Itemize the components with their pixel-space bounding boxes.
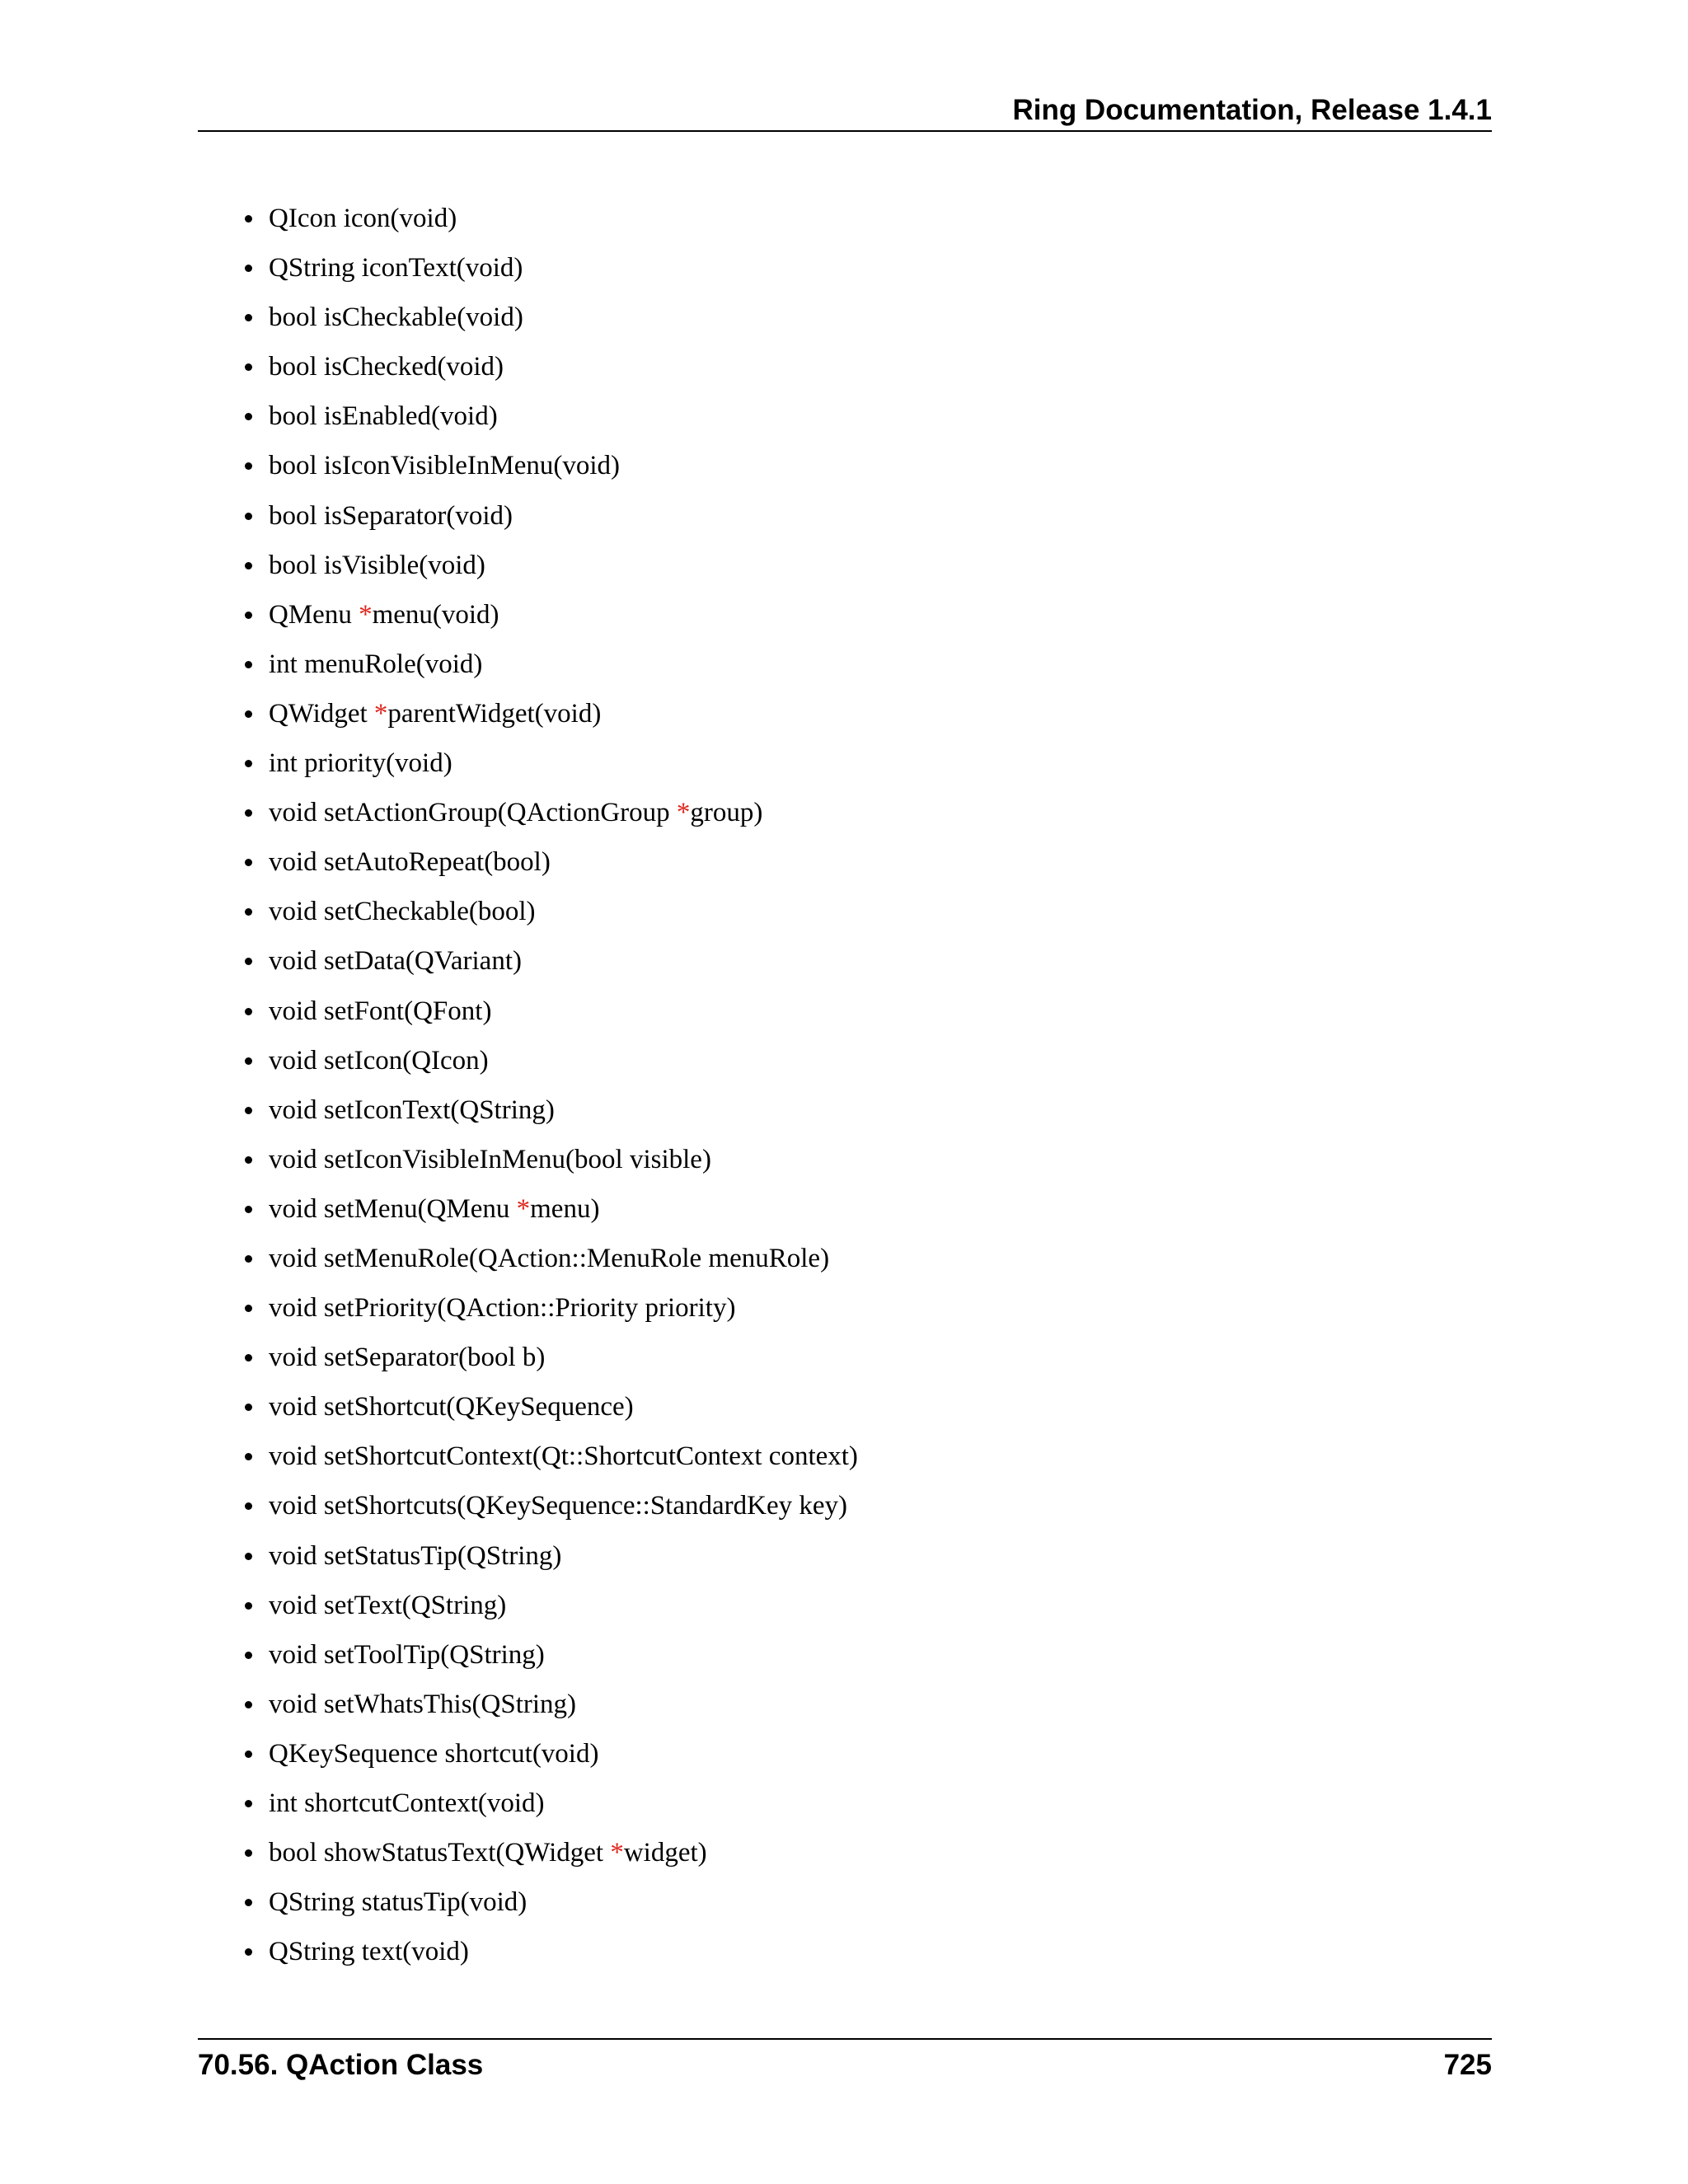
method-item: [244, 1432, 858, 1481]
method-item: [244, 1828, 858, 1877]
method-item: [244, 243, 858, 293]
method-item: [244, 293, 858, 342]
method-text: void setMenu(QMenu: [269, 1193, 517, 1224]
method-text: void setPriority(QAction::Priority priority): [269, 1293, 736, 1324]
pointer-star: *: [516, 1193, 531, 1224]
method-text: bool showStatusText(QWidget: [269, 1838, 611, 1868]
section-title: 70.56. QAction Class: [198, 2049, 484, 2081]
method-item: [244, 1382, 858, 1432]
method-text: QString iconText(void): [269, 253, 523, 284]
method-item: [244, 1581, 858, 1630]
method-item: [244, 1234, 858, 1283]
method-text: menu(void): [372, 599, 499, 630]
method-text: group): [690, 798, 763, 828]
method-text: void setIcon(QIcon): [269, 1045, 489, 1076]
method-item: [244, 837, 858, 887]
method-text: QKeySequence shortcut(void): [269, 1738, 599, 1769]
method-item: [244, 640, 858, 689]
method-item: [244, 1680, 858, 1729]
method-item: [244, 1630, 858, 1680]
method-text: void setIconVisibleInMenu(bool visible): [269, 1144, 711, 1174]
method-item: [244, 1877, 858, 1927]
method-text: void setCheckable(bool): [269, 897, 536, 927]
method-item: [244, 1184, 858, 1234]
method-item: [244, 1283, 858, 1333]
method-item: [244, 887, 858, 936]
method-list: [244, 194, 858, 1976]
method-item: [244, 738, 858, 788]
method-item: [244, 1927, 858, 1976]
method-text: bool isVisible(void): [269, 550, 485, 580]
method-item: [244, 936, 858, 986]
method-text: widget): [623, 1838, 707, 1868]
pointer-star: *: [676, 798, 691, 828]
method-item: [244, 590, 858, 640]
method-text: void setToolTip(QString): [269, 1639, 545, 1670]
method-text: bool isCheckable(void): [269, 302, 523, 333]
method-text: QWidget: [269, 698, 374, 729]
method-text: bool isChecked(void): [269, 352, 504, 382]
method-item: [244, 1779, 858, 1828]
method-text: void setFont(QFont): [269, 996, 492, 1026]
method-text: void setShortcutContext(Qt::ShortcutContext context): [269, 1441, 858, 1472]
method-text: bool isEnabled(void): [269, 401, 498, 432]
method-text: void setAutoRepeat(bool): [269, 847, 551, 878]
method-text: void setText(QString): [269, 1590, 507, 1620]
method-text: void setIconText(QString): [269, 1094, 555, 1125]
method-item: [244, 391, 858, 441]
method-text: QMenu: [269, 599, 359, 630]
method-item: [244, 1481, 858, 1530]
method-text: void setStatusTip(QString): [269, 1540, 562, 1571]
pointer-star: *: [359, 599, 373, 630]
method-text: void setSeparator(bool b): [269, 1343, 546, 1373]
method-text: void setShortcut(QKeySequence): [269, 1392, 634, 1422]
method-text: bool isSeparator(void): [269, 500, 513, 531]
method-text: bool isIconVisibleInMenu(void): [269, 451, 621, 481]
method-text: void setMenuRole(QAction::MenuRole menuRole): [269, 1243, 830, 1273]
pointer-star: *: [373, 698, 388, 729]
method-item: [244, 1531, 858, 1581]
method-text: QIcon icon(void): [269, 204, 457, 233]
method-text: void setShortcuts(QKeySequence::StandardKey key): [269, 1491, 847, 1521]
method-text: void setWhatsThis(QString): [269, 1689, 577, 1719]
method-item: [244, 194, 858, 243]
method-text: parentWidget(void): [387, 698, 602, 729]
method-item: [244, 1135, 858, 1184]
method-item: [244, 689, 858, 738]
method-item: [244, 342, 858, 391]
document-title: Ring Documentation, Release 1.4.1: [1012, 94, 1492, 126]
method-item: [244, 491, 858, 541]
method-item: [244, 1333, 858, 1382]
method-item: [244, 1729, 858, 1779]
method-text: int shortcutContext(void): [269, 1788, 545, 1818]
method-text: void setActionGroup(QActionGroup: [269, 798, 677, 828]
method-item: [244, 541, 858, 590]
page-footer: [198, 2038, 1492, 2089]
method-text: void setData(QVariant): [269, 946, 522, 977]
method-text: QString statusTip(void): [269, 1887, 528, 1918]
method-text: menu): [530, 1193, 600, 1224]
pointer-star: *: [610, 1838, 624, 1868]
method-item: [244, 441, 858, 490]
method-item: [244, 788, 858, 837]
method-text: int priority(void): [269, 748, 452, 779]
page-number: 725: [1443, 2049, 1492, 2081]
method-text: QString text(void): [269, 1937, 469, 1967]
method-item: [244, 1036, 858, 1085]
method-item: [244, 1085, 858, 1135]
method-item: [244, 987, 858, 1036]
page-header: [198, 89, 1492, 132]
method-text: int menuRole(void): [269, 649, 483, 679]
